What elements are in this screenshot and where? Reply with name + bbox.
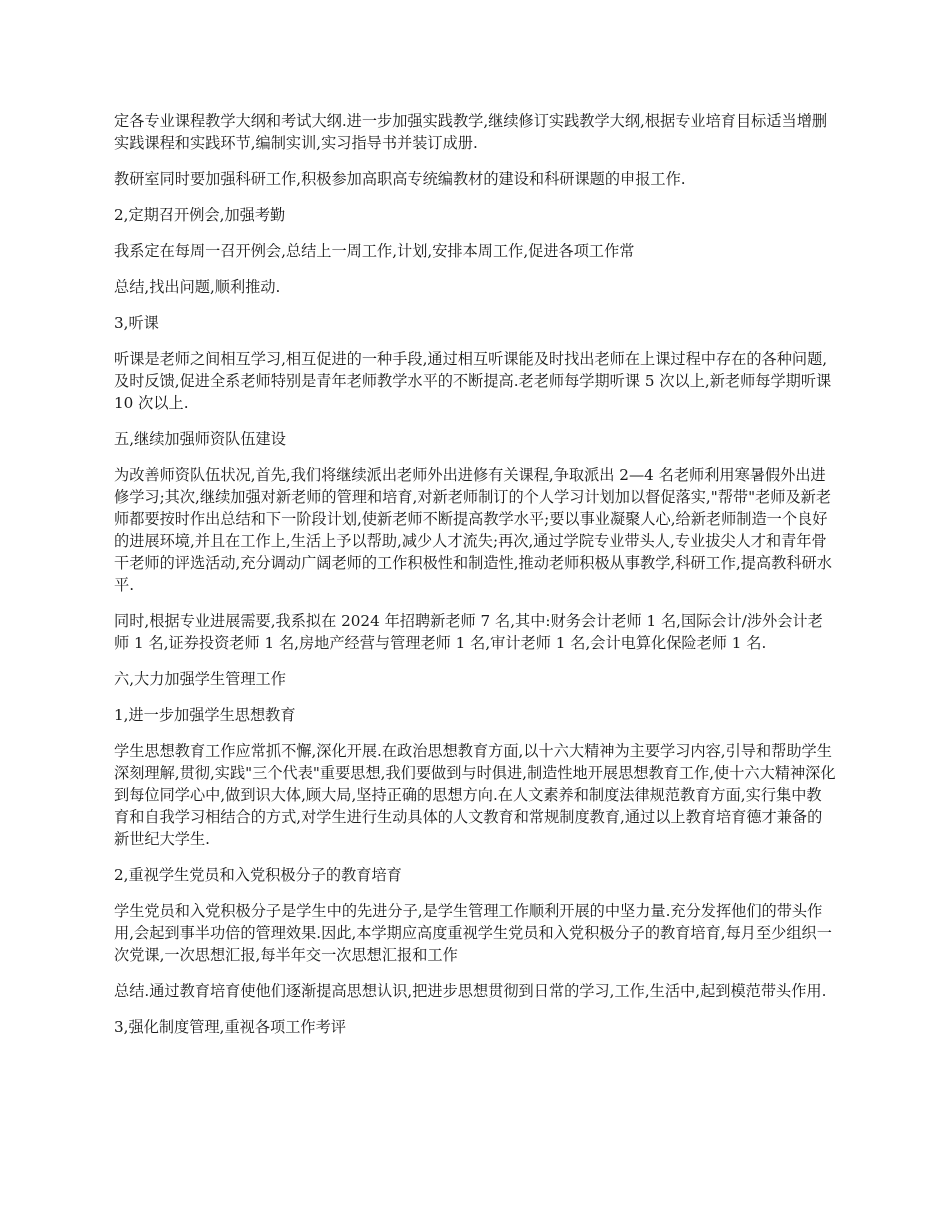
paragraph-faculty-development: 为改善师资队伍状况,首先,我们将继续派出老师外出进修有关课程,争取派出 2—4 名老师利用寒暑假外出进修学习;其次,继续加强对新老师的管理和培育,对新老师制订的个人学习计划加以督促落实,"帮带"老师及新老师都要按时作出总结和下一阶段计划,使新老师不断提高教学水平;要以事业凝聚人心,给新老师制造一个良好的进展环境,并且在工作上,生活上予以帮助,减少人才流失;再次,通过学院专业带头人,专业拔尖人才和青年骨干老师的评选活动,充分调动广阔老师的工作积极性和制造性,推动老师积极从事教学,科研工作,提高教科研水平. — [114, 466, 832, 594]
paragraph-recruitment: 同时,根据专业进展需要,我系拟在 2024 年招聘新老师 7 名,其中:财务会计老师 1 名,国际会计/涉外会计老师 1 名,证券投资老师 1 名,房地产经营与管理老师 1 名,审计老师 1 名,会计电算化保险老师 1 名. — [114, 612, 823, 652]
paragraph-ideological-education: 学生思想教育工作应常抓不懈,深化开展.在政治思想教育方面,以十六大精神为主要学习内容,引导和帮助学生深刻理解,贯彻,实践"三个代表"重要思想,我们要做到与时俱进,制造性地开展思想教育工作,使十六大精神深化到每位同学心中,做到识大体,顾大局,坚持正确的思想方向.在人文素养和制度法律规范教育方面,实行集中教育和自我学习相结合的方式,对学生进行生动具体的人文教育和常规制度教育,通过以上教育培育德才兼备的新世纪大学生. — [114, 742, 836, 848]
paragraph-weekly-meeting: 我系定在每周一召开例会,总结上一周工作,计划,安排本周工作,促进各项工作常 — [114, 242, 635, 260]
heading-faculty-development: 五,继续加强师资队伍建设 — [114, 430, 286, 448]
heading-party-members: 2,重视学生党员和入党积极分子的教育培育 — [114, 866, 402, 884]
paragraph-research-work: 教研室同时要加强科研工作,积极参加高职高专统编教材的建设和科研课题的申报工作. — [114, 170, 686, 188]
heading-system-management: 3,强化制度管理,重视各项工作考评 — [114, 1018, 346, 1036]
heading-regular-meetings: 2,定期召开例会,加强考勤 — [114, 206, 286, 224]
paragraph-party-members-summary: 总结.通过教育培育使他们逐渐提高思想认识,把进步思想贯彻到日常的学习,工作,生活中,起到模范带头作用. — [114, 982, 827, 1000]
heading-student-management: 六,大力加强学生管理工作 — [114, 670, 286, 688]
paragraph-course-outline: 定各专业课程教学大纲和考试大纲.进一步加强实践教学,继续修订实践教学大纲,根据专业培育目标适当增删实践课程和实践环节,编制实训,实习指导书并装订成册. — [114, 112, 828, 152]
heading-lecture-observation: 3,听课 — [114, 314, 159, 332]
heading-ideological-education: 1,进一步加强学生思想教育 — [114, 706, 296, 724]
paragraph-summary: 总结,找出问题,顺利推动. — [114, 278, 281, 296]
paragraph-party-members: 学生党员和入党积极分子是学生中的先进分子,是学生管理工作顺利开展的中坚力量.充分发挥他们的带头作用,会起到事半功倍的管理效果.因此,本学期应高度重视学生党员和入党积极分子的教育培育,每月至少组织一次党课,一次思想汇报,每半年交一次思想汇报和工作 — [114, 902, 832, 964]
paragraph-lecture-observation: 听课是老师之间相互学习,相互促进的一种手段,通过相互听课能及时找出老师在上课过程中存在的各种问题,及时反馈,促进全系老师特别是青年老师教学水平的不断提高.老老师每学期听课 5 次以上,新老师每学期听课 10 次以上. — [114, 350, 832, 412]
document-page — [114, 110, 836, 1052]
